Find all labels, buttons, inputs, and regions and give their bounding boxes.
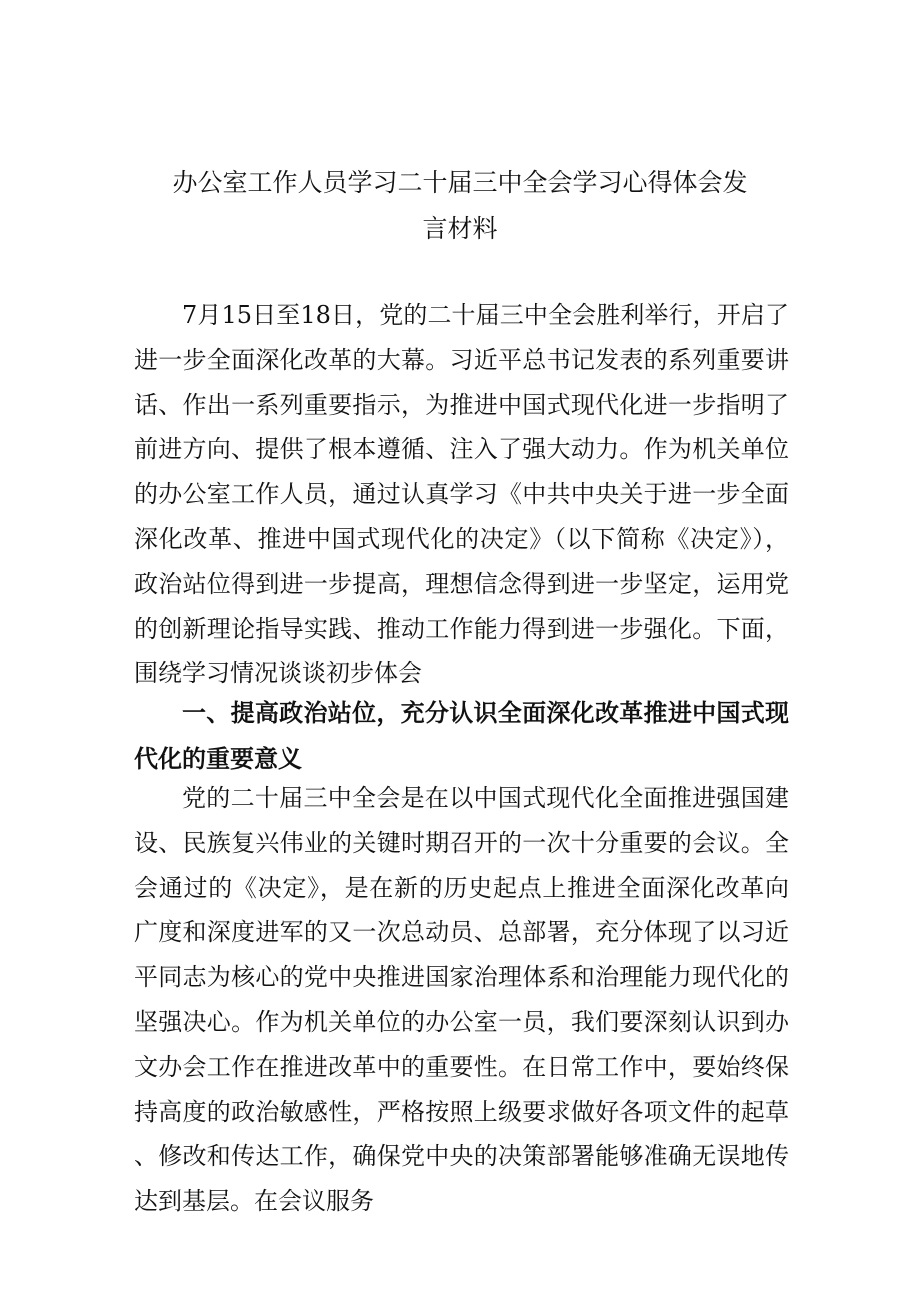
paragraph-intro-text: 7月15日至18日，党的二十届三中全会胜利举行，开启了进一步全面深化改革的大幕。习近平总书记发表的系列重要讲话、作出一系列重要指示，为推进中国式现代化进一步指明了前进方向、提供了根本遵循、注入了强大动力。作为机关单位的办公室工作人员，通过认真学习《中共中央关于进一步全面深化改革、推进中国式现代化的决定》（以下简称《决定》），政治站位得到进一步提高，理想信念得到进一步坚定，运用党的创新理论指导实践、推动工作能力得到进一步强化。下面，围绕学习情况谈谈初步体会 (134, 301, 789, 688)
document-title (0, 160, 920, 252)
title-line-2: 言材料 (422, 214, 498, 243)
paragraph-section-1 (134, 776, 789, 1224)
section-heading-1 (134, 690, 789, 782)
paragraph-section-1-text: 党的二十届三中全会是在以中国式现代化全面推进强国建设、民族复兴伟业的关键时期召开的一次十分重要的会议。全会通过的《决定》，是在新的历史起点上推进全面深化改革向广度和深度进军的又一次总动员、总部署，充分体现了以习近平同志为核心的党中央推进国家治理体系和治理能力现代化的坚强决心。作为机关单位的办公室一员，我们要深刻认识到办文办会工作在推进改革中的重要性。在日常工作中，要始终保持高度的政治敏感性，严格按照上级要求做好各项文件的起草、修改和传达工作，确保党中央的决策部署能够准确无误地传达到基层。在会议服务 (134, 784, 789, 1216)
title-line-1: 办公室工作人员学习二十届三中全会学习心得体会发 (172, 168, 748, 197)
section-heading-1-text: 一、提高政治站位，充分认识全面深化改革推进中国式现代化的重要意义 (134, 699, 789, 773)
paragraph-intro (134, 293, 789, 696)
